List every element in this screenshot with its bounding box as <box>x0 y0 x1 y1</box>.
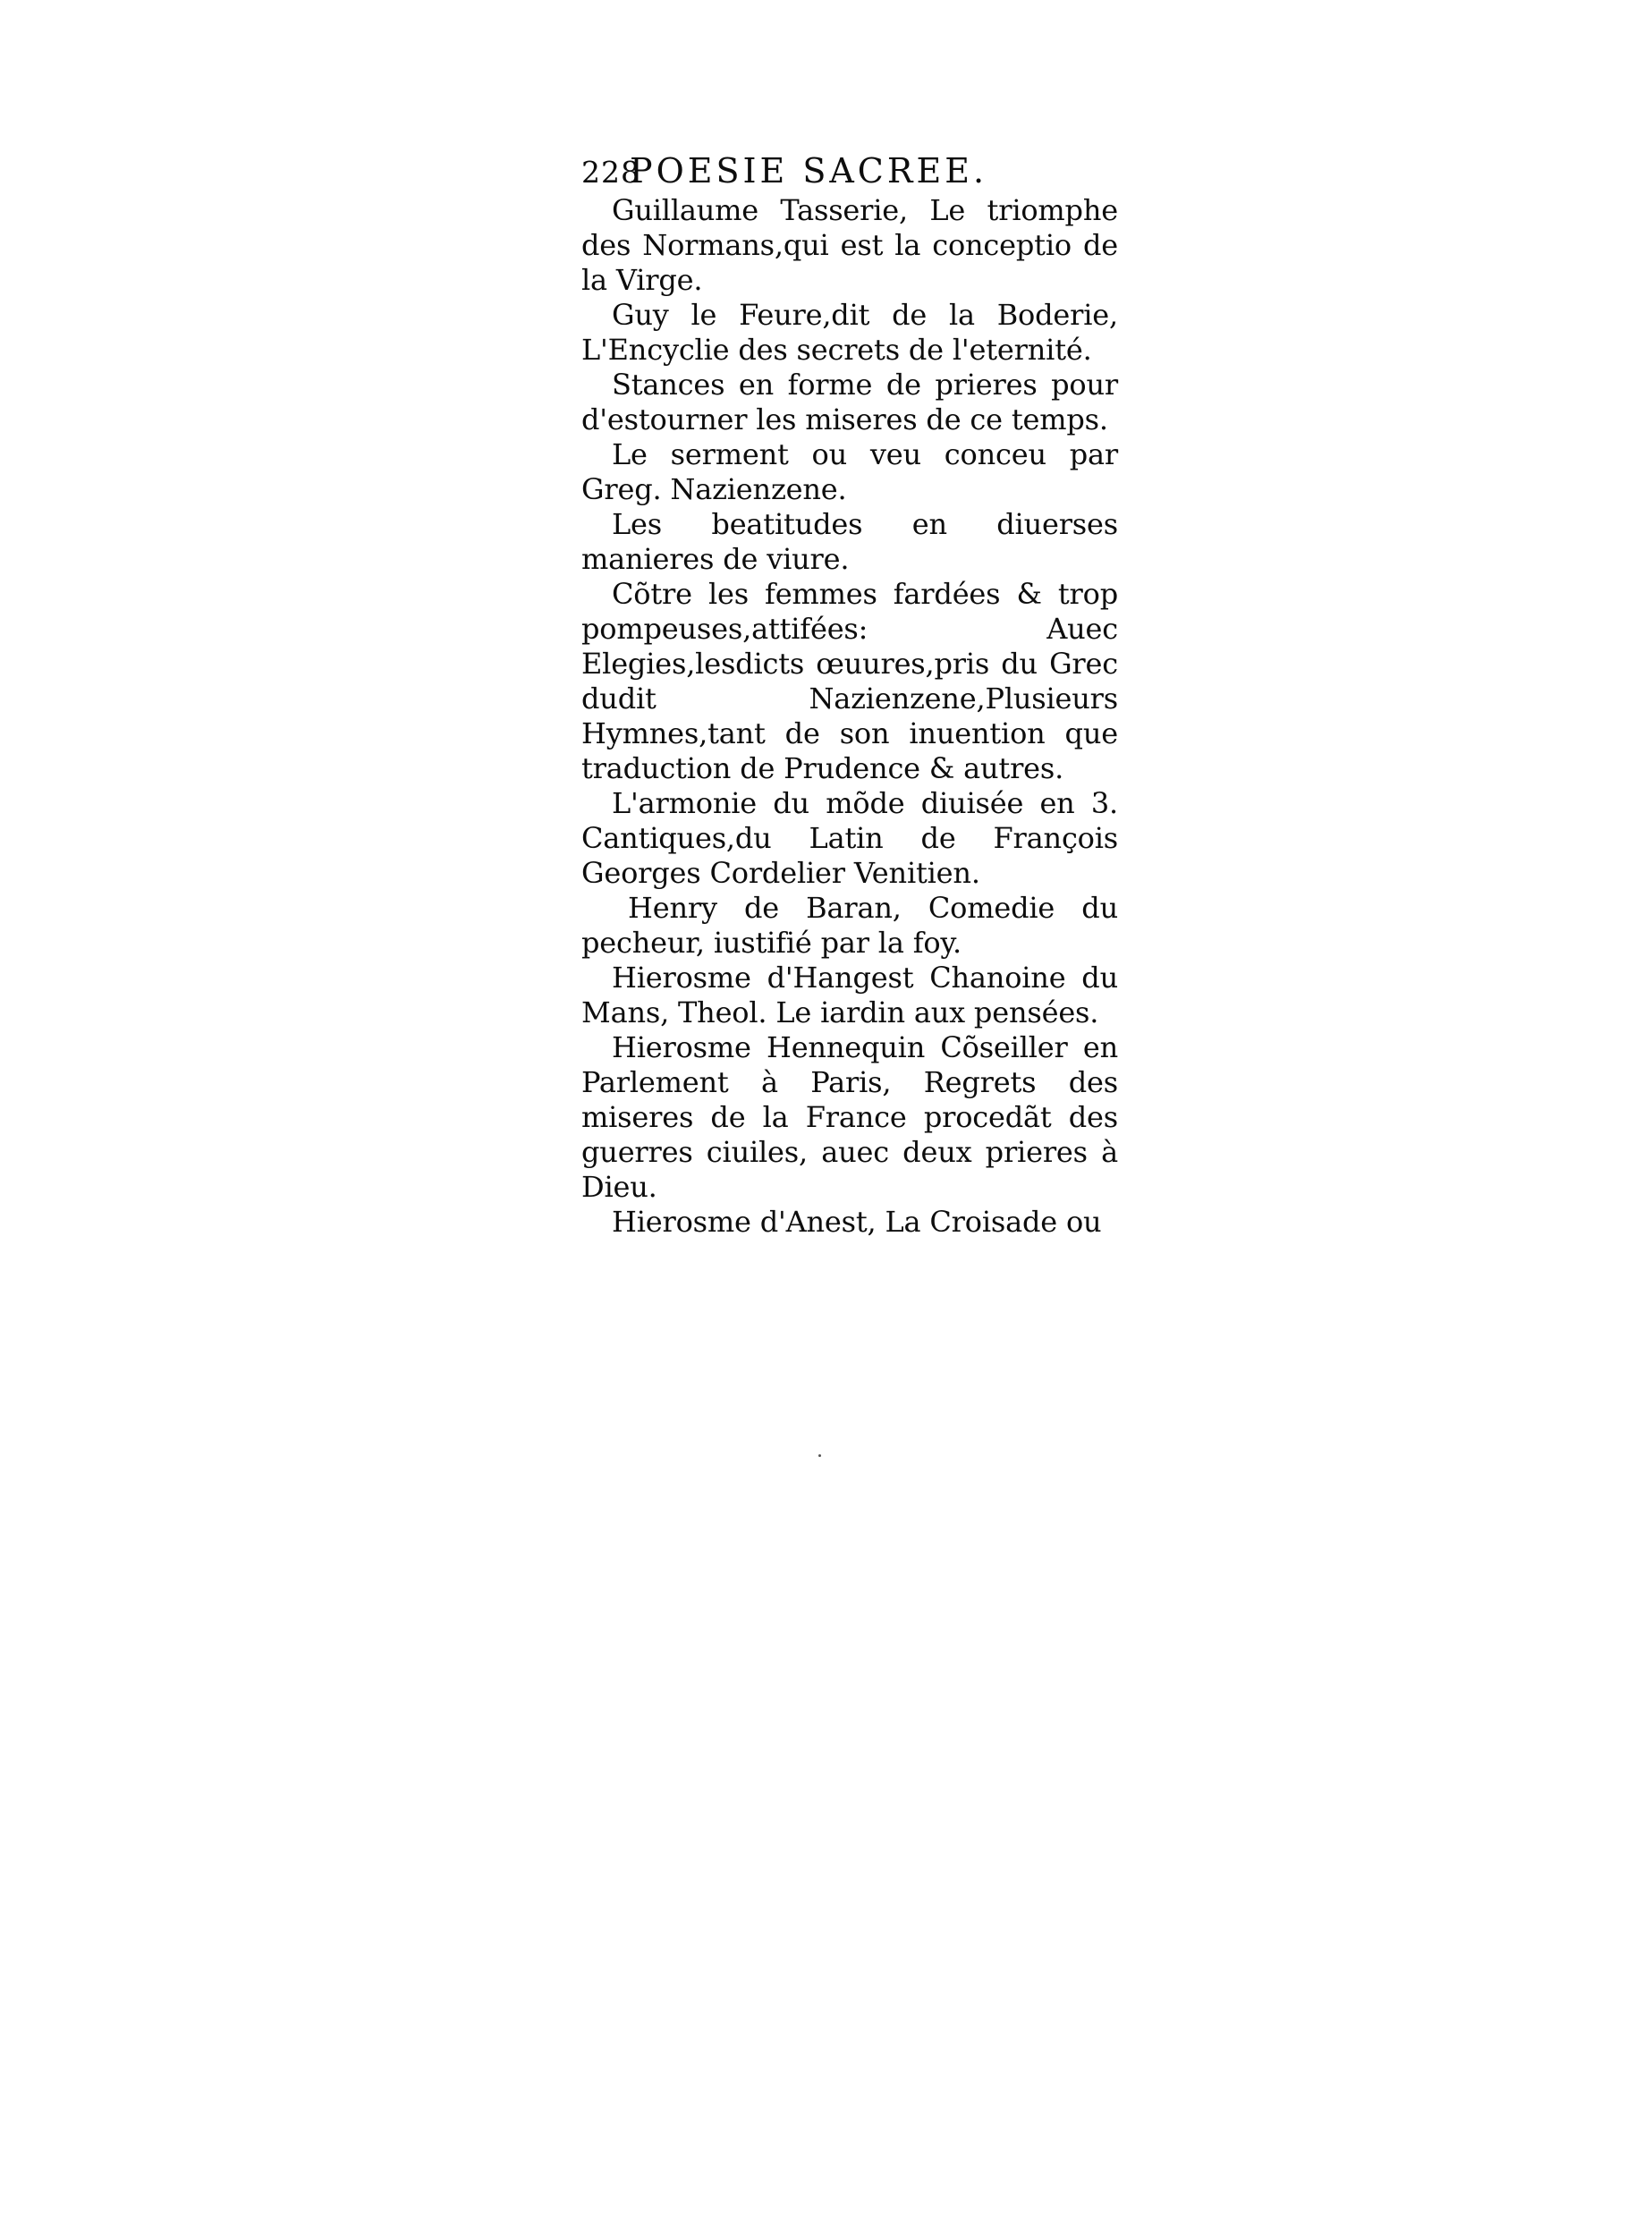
bibliography-entry: Les beatitudes en diuerses manieres de viure. <box>581 507 1118 576</box>
page-header <box>581 148 1118 194</box>
bibliography-entry: Stances en forme de prieres pour d'estourner les miseres de ce temps. <box>581 368 1118 436</box>
page-number: 228 <box>581 155 640 190</box>
running-title: POESIE SACREE. <box>630 151 988 191</box>
bibliography-entry: Le serment ou veu conceu par Greg. Nazienzene. <box>581 437 1118 506</box>
bibliography-entry: Hierosme d'Anest, La Croisade ou <box>612 1205 1102 1239</box>
bibliography-entry: Guillaume Tasserie, Le triomphe des Normans,qui est la conceptio de la Virge. <box>581 193 1118 297</box>
bibliography-entry: Henry de Baran, Comedie du pecheur, iustifié par la foy. <box>581 891 1118 960</box>
bibliography-entry: Cõtre les femmes fardées & trop pompeuses,attifées: Auec Elegies,lesdicts œuures,pris du Grec dudit Nazienzene,Plusieurs Hymnes,tant de son inuention que traduction de Prudence & autres. <box>581 577 1118 785</box>
bibliography-entry: L'armonie du mõde diuisée en 3. Cantiques,du Latin de François Georges Cordelier Venitien. <box>581 786 1118 890</box>
page-body <box>581 193 1118 1240</box>
bibliography-entry: Hierosme Hennequin Cõseiller en Parlement à Paris, Regrets des miseres de la France procedãt des guerres ciuiles, auec deux prieres à Dieu. <box>581 1030 1118 1204</box>
bibliography-entry: Hierosme d'Hangest Chanoine du Mans, Theol. Le iardin aux pensées. <box>581 961 1118 1029</box>
paper-speck <box>818 1454 821 1457</box>
bibliography-entry: Guy le Feure,dit de la Boderie, L'Encyclie des secrets de l'eternité. <box>581 298 1118 367</box>
